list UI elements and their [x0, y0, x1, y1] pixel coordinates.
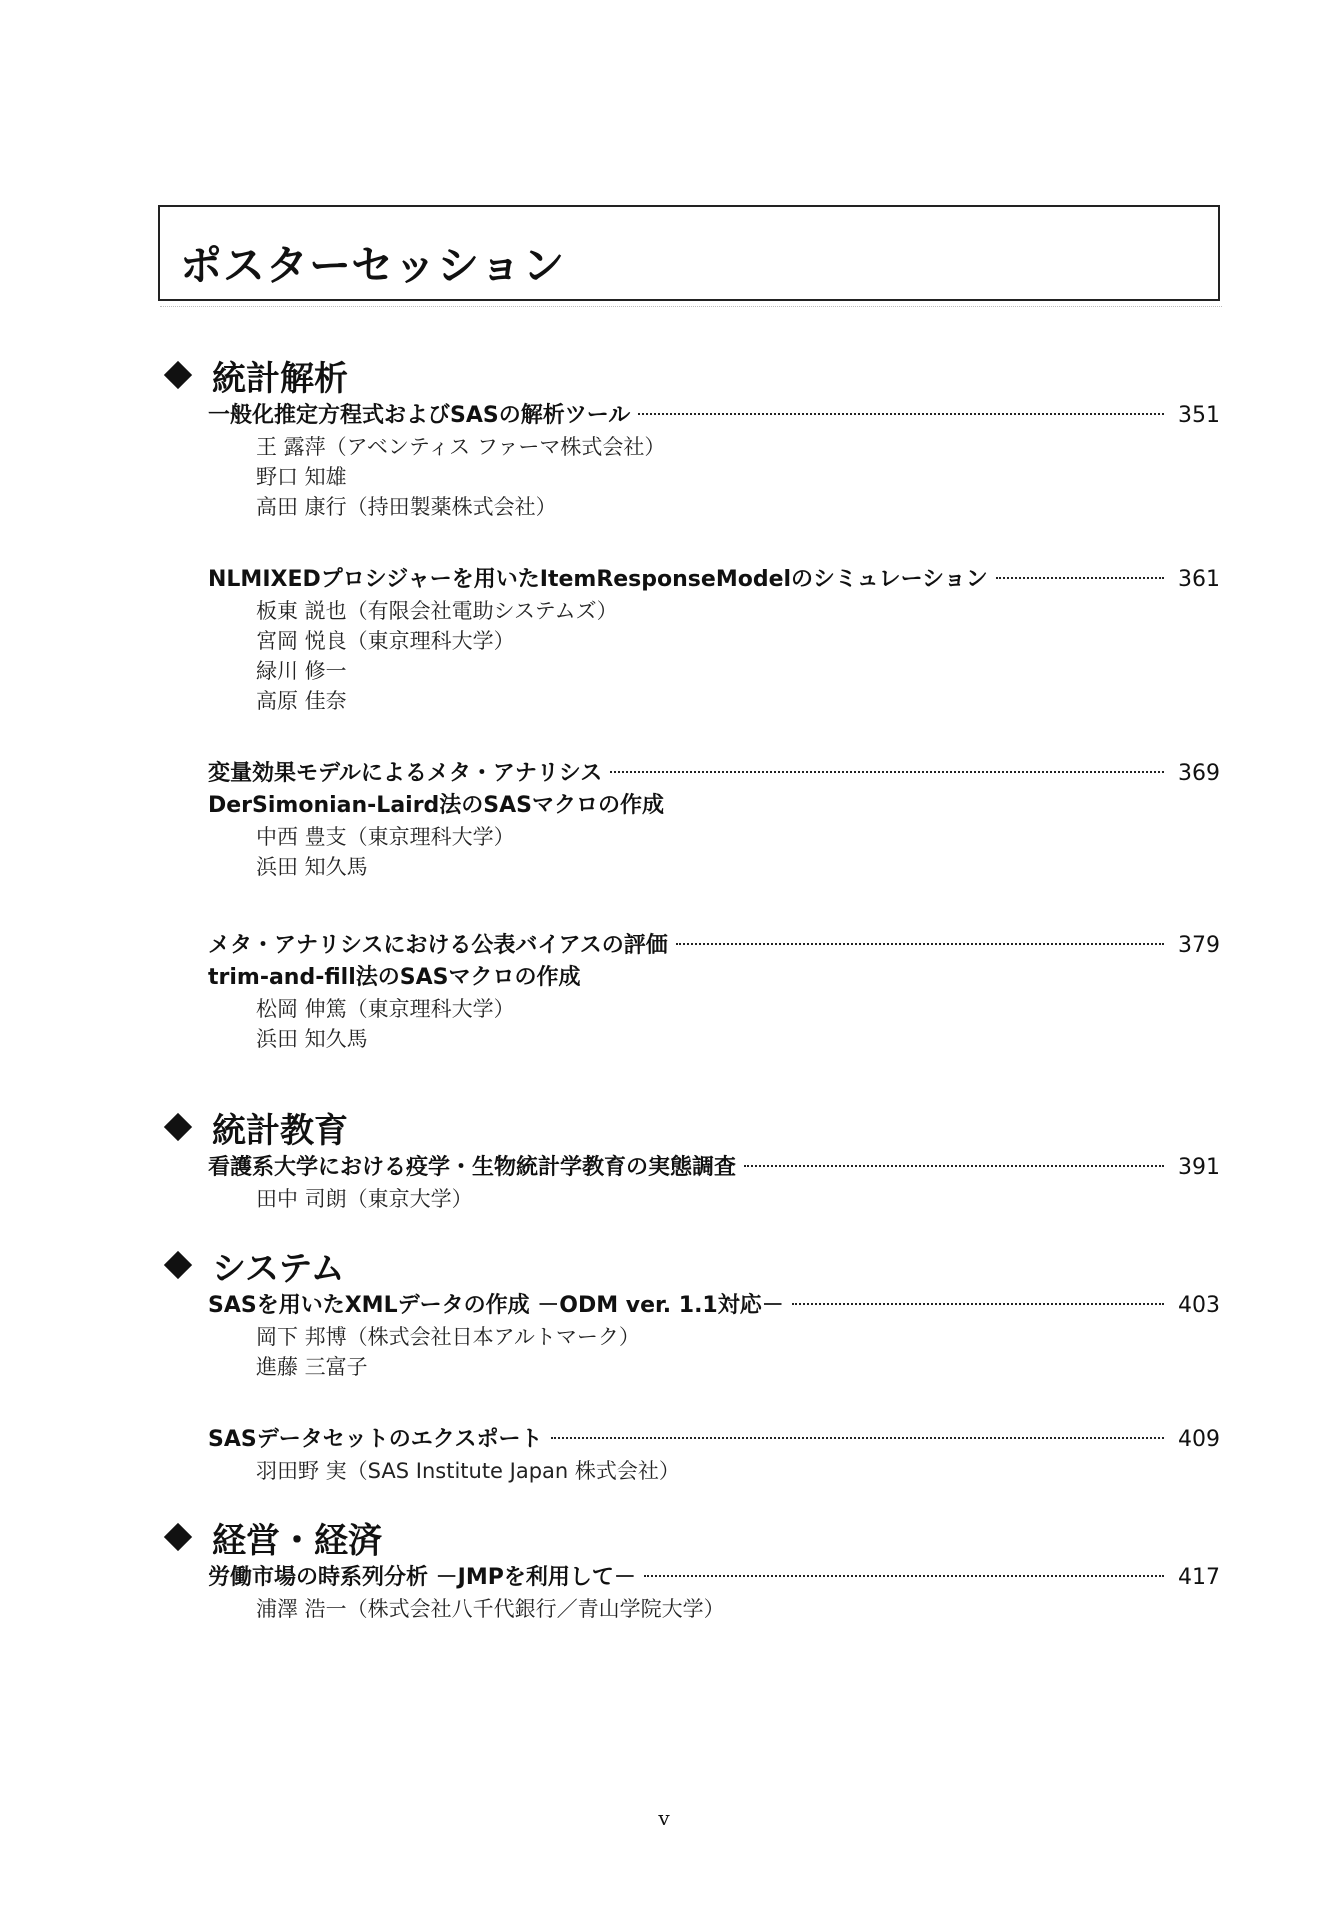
author-list — [208, 994, 1220, 1054]
author: 進藤 三富子 — [256, 1355, 368, 1379]
author: 羽田野 実（SAS Institute Japan 株式会社） — [256, 1459, 680, 1483]
entry-page-number: 369 — [1178, 761, 1220, 786]
entry-page-number: 361 — [1178, 567, 1220, 592]
dot-leader — [551, 1437, 1165, 1439]
toc-entry — [160, 1562, 1220, 1624]
author-list — [208, 1184, 1220, 1214]
author-list — [208, 432, 1220, 522]
author: 宮岡 悦良（東京理科大学） — [256, 629, 515, 653]
toc-entry-line[interactable] — [208, 1562, 1220, 1594]
toc-entry — [160, 930, 1220, 1054]
author: 中西 豊支（東京理科大学） — [256, 825, 515, 849]
entry-page-number: 379 — [1178, 933, 1220, 958]
diamond-bullet-icon — [164, 1523, 192, 1551]
author: 野口 知雄 — [256, 465, 347, 489]
section-heading — [160, 350, 1220, 400]
entry-title: SASデータセットのエクスポート — [208, 1427, 543, 1452]
page-number: v — [658, 1806, 670, 1830]
section-heading-text: 経営・経済 — [212, 1520, 382, 1561]
author: 浜田 知久馬 — [256, 1027, 368, 1051]
entry-page-number: 391 — [1178, 1155, 1220, 1180]
entry-page-number: 409 — [1178, 1427, 1220, 1452]
entry-title: 労働市場の時系列分析 －JMPを利用して－ — [208, 1565, 636, 1590]
section-heading-text: 統計教育 — [212, 1110, 348, 1151]
entry-subtitle: trim-and-fill法のSASマクロの作成 — [208, 965, 581, 990]
author: 浜田 知久馬 — [256, 855, 368, 879]
entry-title: 一般化推定方程式およびSASの解析ツール — [208, 403, 631, 428]
diamond-bullet-icon — [164, 1251, 192, 1279]
toc-entry — [160, 1152, 1220, 1214]
toc-entry — [160, 758, 1220, 882]
section-heading-text: 統計解析 — [212, 358, 348, 399]
entry-title: NLMIXEDプロシジャーを用いたItemResponseModelのシミュレーション — [208, 567, 988, 592]
toc-entry-line[interactable] — [208, 1152, 1220, 1184]
dot-leader — [744, 1165, 1164, 1167]
entry-page-number: 351 — [1178, 403, 1220, 428]
author: 浦澤 浩一（株式会社八千代銀行／青山学院大学） — [256, 1597, 725, 1621]
toc-entry — [160, 1424, 1220, 1486]
toc-entry-line[interactable] — [208, 1290, 1220, 1322]
author-list — [208, 1594, 1220, 1624]
toc-entry-line[interactable] — [208, 1424, 1220, 1456]
toc-entry-line[interactable] — [208, 400, 1220, 432]
author: 板東 説也（有限会社電助システムズ） — [256, 599, 618, 623]
entry-subtitle: DerSimonian-Laird法のSASマクロの作成 — [208, 793, 665, 818]
author: 高田 康行（持田製薬株式会社） — [256, 495, 557, 519]
author: 岡下 邦博（株式会社日本アルトマーク） — [256, 1325, 640, 1349]
section-title-box — [158, 205, 1220, 301]
entry-page-number: 403 — [1178, 1293, 1220, 1318]
author-list — [208, 822, 1220, 882]
section-heading — [160, 1512, 1220, 1562]
dot-leader — [610, 771, 1164, 773]
dot-leader — [996, 577, 1164, 579]
toc-entry-line[interactable] — [208, 758, 1220, 790]
entry-title: SASを用いたXMLデータの作成 －ODM ver. 1.1対応－ — [208, 1293, 784, 1318]
toc-entry — [160, 1290, 1220, 1382]
toc-section — [160, 1240, 1220, 1486]
diamond-bullet-icon — [164, 361, 192, 389]
diamond-bullet-icon — [164, 1113, 192, 1141]
dot-leader — [644, 1575, 1164, 1577]
entry-page-number: 417 — [1178, 1565, 1220, 1590]
author: 王 露萍（アベンティス ファーマ株式会社） — [256, 435, 666, 459]
title-underline — [160, 306, 1222, 307]
dot-leader — [638, 413, 1164, 415]
entry-title: 看護系大学における疫学・生物統計学教育の実態調査 — [208, 1155, 737, 1180]
author-list — [208, 1456, 1220, 1486]
toc-section — [160, 1102, 1220, 1214]
dot-leader — [676, 943, 1164, 945]
toc-entry-line[interactable] — [208, 564, 1220, 596]
section-heading — [160, 1102, 1220, 1152]
author: 高原 佳奈 — [256, 689, 347, 713]
author: 松岡 伸篤（東京理科大学） — [256, 997, 515, 1021]
toc-section — [160, 350, 1220, 1054]
section-heading — [160, 1240, 1220, 1290]
author: 田中 司朗（東京大学） — [256, 1187, 473, 1211]
toc-content — [160, 350, 1220, 1624]
entry-title: 変量効果モデルによるメタ・アナリシス — [208, 761, 603, 786]
toc-section — [160, 1512, 1220, 1624]
toc-entry-line[interactable] — [208, 930, 1220, 962]
toc-entry — [160, 400, 1220, 522]
dot-leader — [792, 1303, 1164, 1305]
page-title: ポスターセッション — [180, 241, 566, 290]
author-list — [208, 1322, 1220, 1382]
toc-entry — [160, 564, 1220, 716]
author-list — [208, 596, 1220, 716]
author: 緑川 修一 — [256, 659, 347, 683]
section-heading-text: システム — [212, 1248, 345, 1289]
entry-title: メタ・アナリシスにおける公表バイアスの評価 — [208, 933, 668, 958]
